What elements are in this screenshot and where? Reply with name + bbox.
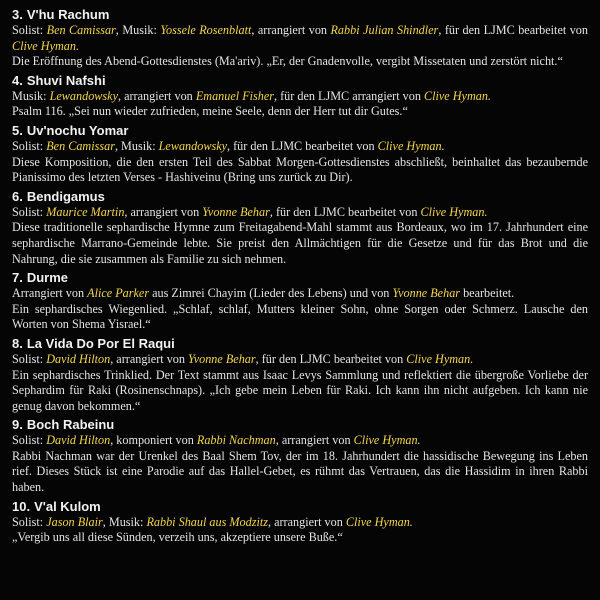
credit-text: aus Zimrei Chayim (Lieder des Lebens) und von [149, 286, 393, 301]
track-description: Ein sephardisches Trinklied. Der Text stammt aus Isaac Levys Sammlung und reflektiert die übergroße Vorliebe der Sephardim für Raki (Rosinenschnaps). „Ich gebe mein Leben für Raki. Ich kann ihn nicht aufgeben. Ich kann nie genug davon bekommen.“ [12, 367, 588, 413]
credit-text: , Musik: [102, 514, 147, 529]
credit-text: , für den LJMC bearbeitet von [255, 351, 407, 366]
credit-name: Yvonne Behar [188, 351, 256, 366]
credit-name: Yossele Rosenblatt [160, 23, 252, 37]
track-credits [12, 139, 588, 155]
track-name: Durme [26, 270, 69, 286]
credit-name: Maurice Martin [46, 204, 125, 219]
credit-name: David Hilton [46, 351, 111, 366]
credit-text: Solist: [12, 514, 47, 529]
track-description: Ein sephardisches Wiegenlied. „Schlaf, schlaf, Mutters kleiner Sohn, ohne Sorgen oder Schmerz. Lausche den Worten von Shema Yisrael.“ [12, 301, 588, 332]
track-title [12, 73, 588, 89]
track-number: 7. [12, 270, 23, 286]
credit-text: bearbeitet. [460, 286, 515, 301]
credit-name: Clive Hyman. [12, 38, 80, 53]
credit-name: Clive Hyman. [406, 351, 474, 366]
credit-text: , für den LJMC bearbeitet von [438, 23, 588, 37]
track-number: 4. [12, 72, 23, 88]
credit-name: Rabbi Julian Shindler [330, 23, 439, 37]
track-credits [12, 89, 588, 105]
credit-text: , für den LJMC bearbeitet von [227, 138, 378, 153]
credit-name: Emanuel Fisher [195, 88, 275, 103]
track-credits [12, 515, 588, 531]
track-name: Boch Rabeinu [26, 417, 115, 433]
track-number: 8. [12, 335, 23, 351]
credit-name: Clive Hyman. [345, 514, 413, 529]
track-name: V'hu Rachum [26, 7, 110, 22]
credit-name: Clive Hyman. [420, 204, 488, 219]
track-number: 5. [12, 122, 23, 138]
track-name: Uv'nochu Yomar [26, 122, 129, 138]
track-entry [12, 417, 588, 495]
credit-text: Musik: [12, 88, 50, 103]
track-description: Rabbi Nachman war der Urenkel des Baal Shem Tov, der im 18. Jahrhundert die hassidische Bewegung ins Leben rief. Dieses Stück ist eine Parodie auf das Hallel-Gebet, es rühmt das Vertrauen, das die Hassidim in ihren Rabbi haben. [12, 448, 588, 495]
credit-text: Solist: [12, 138, 47, 153]
credit-name: Yvonne Behar [392, 286, 461, 301]
credit-text: , arrangiert von [268, 514, 346, 529]
credit-text: , Musik: [114, 138, 159, 153]
credit-name: Lewandowsky [158, 138, 228, 153]
credit-text: , Musik: [115, 23, 161, 37]
track-title [12, 336, 588, 352]
track-title [12, 123, 588, 139]
track-list [12, 7, 588, 546]
track-title [12, 189, 588, 205]
credit-name: Ben Camissar [46, 23, 116, 37]
credit-name: Ben Camissar [46, 138, 115, 153]
track-credits [12, 23, 588, 54]
credit-text: , für den LJMC bearbeitet von [269, 204, 421, 219]
credit-text: Solist: [12, 23, 47, 37]
track-name: V'al Kulom [34, 498, 101, 514]
credit-text: Solist: [12, 351, 47, 366]
track-name: La Vida Do Por El Raqui [26, 335, 175, 351]
credit-name: Clive Hyman. [423, 88, 491, 103]
track-title [12, 417, 588, 433]
credit-name: Lewandowsky [49, 88, 118, 103]
credit-text: , arrangiert von [124, 204, 203, 219]
track-credits [12, 433, 588, 449]
track-entry [12, 123, 588, 186]
track-title [12, 7, 588, 23]
credit-text: , arrangiert von [117, 88, 196, 103]
track-entry [12, 189, 588, 267]
credit-name: David Hilton [46, 433, 111, 448]
track-entry [12, 336, 588, 414]
credit-text: , komponiert von [110, 433, 197, 448]
track-description: „Vergib uns all diese Sünden, verzeih uns, akzeptiere unsere Buße.“ [12, 530, 343, 545]
track-title [12, 270, 588, 286]
credit-text: Solist: [12, 433, 47, 448]
track-name: Bendigamus [26, 188, 105, 204]
track-name: Shuvi Nafshi [26, 72, 106, 88]
credit-name: Rabbi Shaul aus Modzitz [146, 514, 268, 529]
track-entry [12, 499, 588, 546]
track-description: Diese traditionelle sephardische Hymne zum Freitagabend-Mahl stammt aus Bordeaux, wo im 17. Jahrhundert eine sephardische Marrano-Gemeinde lebte. Sie preist den Allmächtigen für die Gesetze und für das Brot und die Nahrung, die sie zusammen als Familie zu sich nehmen. [12, 220, 588, 266]
track-description: Diese Komposition, die den ersten Teil des Sabbat Morgen-Gottesdienstes abschließt, beinhaltet das bezaubernde Pianissimo des letzten Verses - Hashiveinu (Bring uns zurück zu Dir). [12, 154, 588, 185]
credit-text: , arrangiert von [110, 351, 189, 366]
track-title [12, 499, 588, 515]
track-entry [12, 73, 588, 120]
track-description: Die Eröffnung des Abend-Gottesdienstes (Ma'ariv). „Er, der Gnadenvolle, vergibt Missetaten und zerstört nicht.“ [12, 54, 563, 69]
track-entry [12, 270, 588, 333]
track-credits [12, 205, 588, 221]
track-number: 10. [12, 498, 31, 514]
track-number: 6. [12, 188, 23, 204]
track-entry [12, 7, 588, 70]
track-credits [12, 286, 588, 302]
credit-text: Arrangiert von [12, 286, 88, 301]
credit-name: Clive Hyman. [377, 138, 445, 153]
credit-name: Clive Hyman. [353, 433, 421, 448]
credit-text: , arrangiert von [251, 23, 331, 37]
track-credits [12, 352, 588, 368]
track-description: Psalm 116. „Sei nun wieder zufrieden, meine Seele, denn der Herr tut dir Gutes.“ [12, 104, 408, 119]
credit-name: Alice Parker [87, 286, 150, 301]
track-number: 9. [12, 417, 23, 433]
credit-text: Solist: [12, 204, 47, 219]
credit-name: Rabbi Nachman [196, 433, 276, 448]
credit-text: , arrangiert von [275, 433, 354, 448]
credit-name: Yvonne Behar [202, 204, 270, 219]
credit-text: , für den LJMC arrangiert von [274, 88, 424, 103]
track-number: 3. [12, 7, 23, 22]
credit-name: Jason Blair [46, 514, 103, 529]
